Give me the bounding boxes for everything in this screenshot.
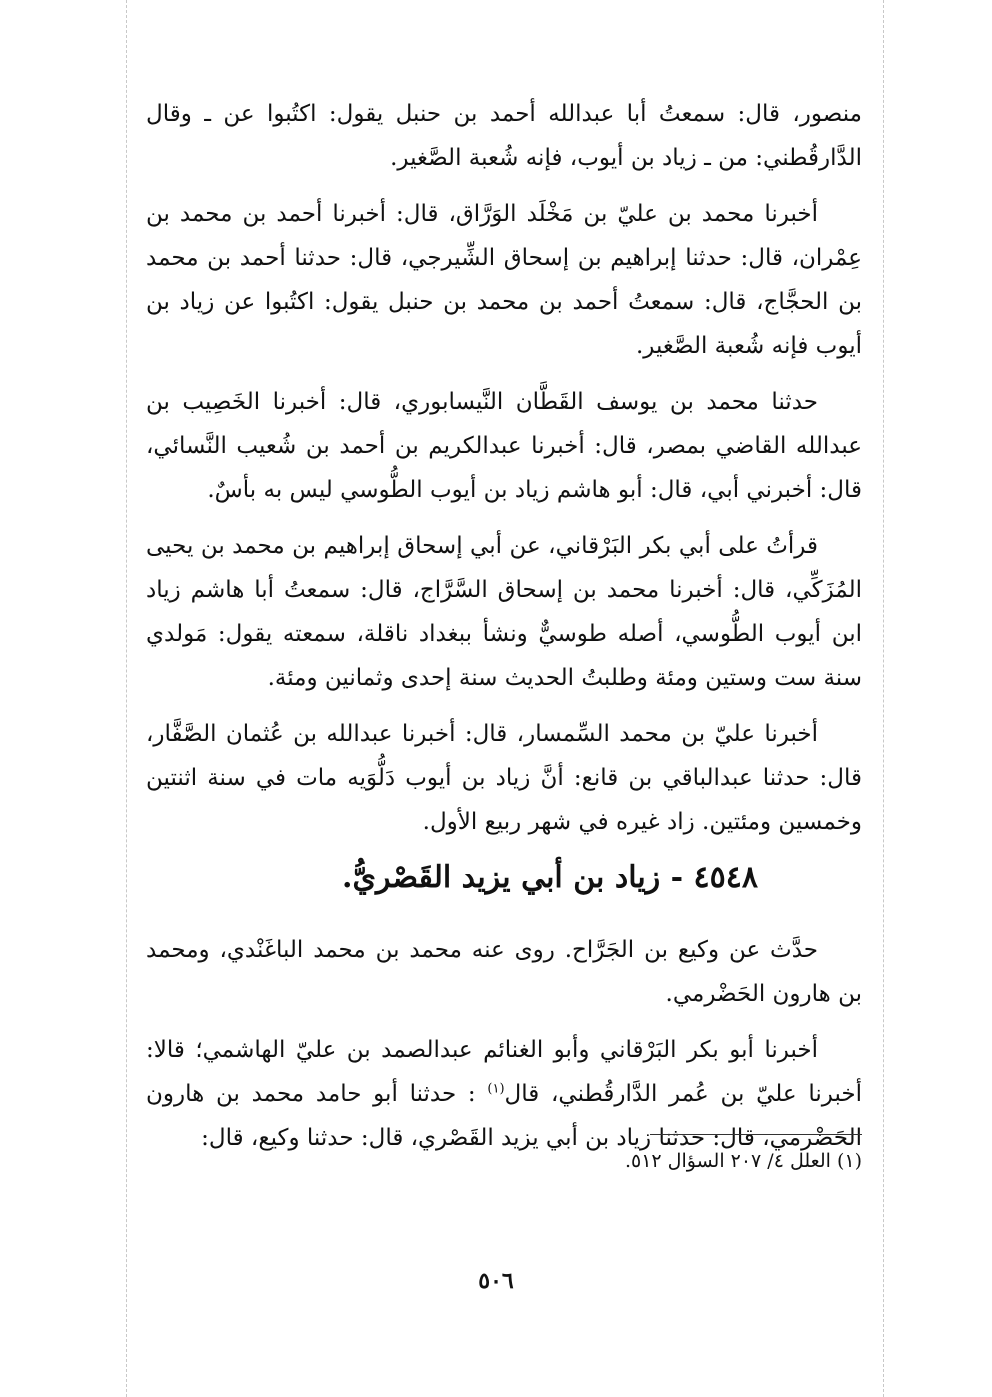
paragraph: قرأتُ على أبي بكر البَرْقاني، عن أبي إسحاق إبراهيم بن محمد بن يحيى المُزَكِّي، قال: أخبرنا محمد بن إسحاق السَّرَّاج، قال: سمعتُ أبا هاشم زياد ابن أيوب الطُّوسي، أصله طوسيٌّ ونشأ ببغداد ناقلة، سمعته يقول: مَولدي سنة ست وستين ومئة وطلبتُ الحديث سنة إحدى وثمانين ومئة.: [146, 533, 862, 691]
main-text: [146, 92, 862, 1172]
entry-number: ٤٥٤٨: [693, 860, 758, 895]
footnote-marker: (١): [836, 1150, 862, 1172]
paragraph: حدثنا محمد بن يوسف القَطَّان النَّيسابوري، قال: أخبرنا الخَصِيب بن عبدالله القاضي بمصر، قال: أخبرنا عبدالكريم بن أحمد بن شُعيب النَّسائي، قال: أخبرني أبي، قال: أبو هاشم زياد بن أيوب الطُّوسي ليس به بأسٌ.: [146, 389, 862, 503]
entry-separator: -: [670, 860, 684, 895]
paragraph-continuation: منصور، قال: سمعتُ أبا عبدالله أحمد بن حنبل يقول: اكتُبوا عن ـ وقال الدَّارقُطني: من ـ زياد بن أيوب، فإنه شُعبة الصَّغير.: [146, 101, 862, 171]
footnote: [625, 1146, 862, 1176]
spacer: [146, 914, 862, 928]
paragraph-text: أخبرنا أبو بكر البَرْقاني وأبو الغنائم عبدالصمد بن عليّ الهاشمي؛ قالا: أخبرنا عليّ بن عُمر الدَّارقُطني، قال: [146, 1037, 862, 1107]
page-number: ٥٠٦: [478, 1268, 514, 1294]
paragraph: أخبرنا محمد بن عليّ بن مَخْلَد الوَرَّاق، قال: أخبرنا أحمد بن محمد بن عِمْران، قال: حدثنا إبراهيم بن إسحاق الشِّيرجي، قال: حدثنا أحمد بن محمد بن الحجَّاج، قال: سمعتُ أحمد بن محمد بن حنبل يقول: اكتُبوا عن زياد بن أيوب فإنه شُعبة الصَّغير.: [146, 201, 862, 359]
paragraph-text-tail: : حدثنا أبو حامد محمد بن هارون الحَضْرمي، قال: حدثنا زياد بن أبي يزيد القَصْري، قال: حدثنا وكيع، قال:: [146, 1081, 862, 1151]
paragraph-with-footnote: [146, 1028, 862, 1160]
scan-fold-mark-right: [883, 0, 884, 1397]
scan-fold-mark-left: [126, 0, 127, 1397]
paragraph: حدَّث عن وكيع بن الجَرَّاح. روى عنه محمد بن محمد الباغَنْدي، ومحمد بن هارون الحَضْرمي.: [146, 937, 862, 1007]
footnote-divider: [650, 1134, 862, 1135]
footnote-text: العلل ٤/ ٢٠٧ السؤال ٥١٢.: [624, 1150, 831, 1172]
entry-heading: [146, 852, 862, 904]
entry-title: زياد بن أبي يزيد القَصْريُّ.: [342, 860, 661, 895]
paragraph: أخبرنا عليّ بن محمد السِّمسار، قال: أخبرنا عبدالله بن عُثمان الصَّفَّار، قال: حدثنا عبدالباقي بن قانع: أنَّ زياد بن أيوب دَلُّوَيه مات في سنة اثنتين وخمسين ومئتين. زاد غيره في شهر ربيع الأول.: [146, 721, 862, 835]
footnote-reference[interactable]: (١): [487, 1081, 505, 1097]
